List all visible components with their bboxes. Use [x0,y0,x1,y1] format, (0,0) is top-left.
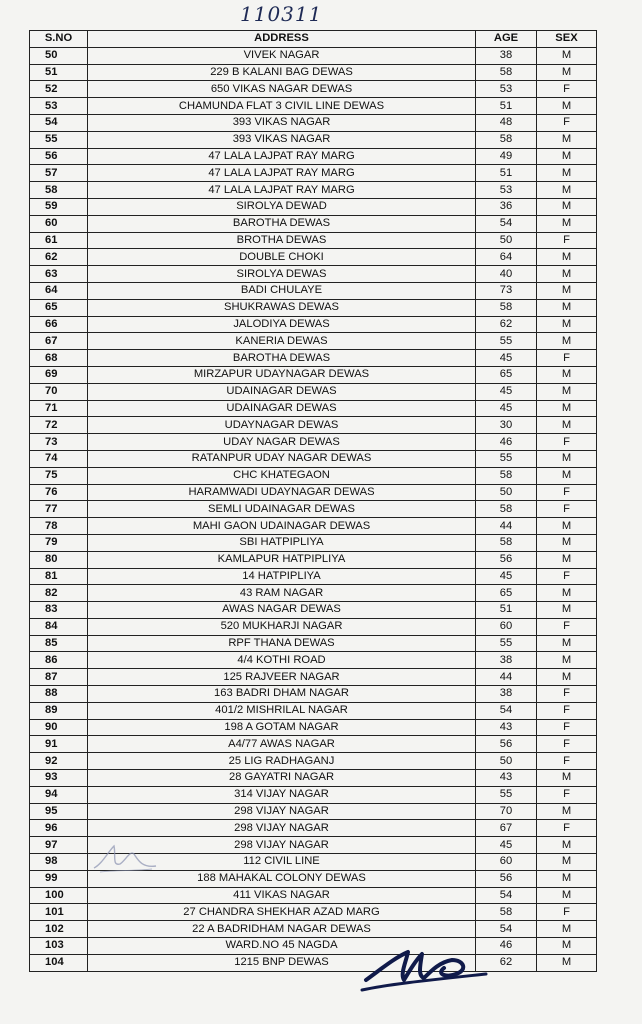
table-row [30,417,597,434]
sex-cell: M [537,803,597,820]
address-cell: 1215 BNP DEWAS [88,954,476,971]
sex-cell: M [537,854,597,871]
table-row [30,182,597,199]
sno-cell: 57 [30,165,88,182]
address-cell: 401/2 MISHRILAL NAGAR [88,702,476,719]
sno-cell: 95 [30,803,88,820]
sex-cell: F [537,753,597,770]
sno-cell: 104 [30,954,88,971]
table-row [30,669,597,686]
sex-cell: M [537,669,597,686]
age-cell: 62 [476,954,537,971]
sno-cell: 72 [30,417,88,434]
sex-cell: M [537,249,597,266]
sno-cell: 82 [30,585,88,602]
sex-cell: M [537,921,597,938]
table-row [30,719,597,736]
sno-cell: 80 [30,551,88,568]
sno-header: S.NO [30,31,88,48]
sno-cell: 58 [30,182,88,199]
sno-cell: 92 [30,753,88,770]
address-cell: 47 LALA LAJPAT RAY MARG [88,182,476,199]
sex-cell: M [537,131,597,148]
address-cell: WARD.NO 45 NAGDA [88,938,476,955]
table-row [30,887,597,904]
age-cell: 55 [476,786,537,803]
table-row [30,232,597,249]
table-row [30,635,597,652]
table-body [30,47,597,971]
table-row [30,501,597,518]
sex-cell: M [537,299,597,316]
address-cell: A4/77 AWAS NAGAR [88,736,476,753]
address-cell: 25 LIG RADHAGANJ [88,753,476,770]
sex-cell: F [537,618,597,635]
sex-cell: M [537,467,597,484]
address-cell: BROTHA DEWAS [88,232,476,249]
table-row [30,484,597,501]
sno-cell: 55 [30,131,88,148]
sno-cell: 64 [30,282,88,299]
sex-cell: F [537,114,597,131]
sno-cell: 77 [30,501,88,518]
sno-cell: 88 [30,686,88,703]
age-cell: 58 [476,904,537,921]
sno-cell: 96 [30,820,88,837]
sno-cell: 94 [30,786,88,803]
table-row [30,938,597,955]
sno-cell: 85 [30,635,88,652]
sex-cell: F [537,786,597,803]
address-cell: BAROTHA DEWAS [88,350,476,367]
sex-cell: M [537,266,597,283]
table-row [30,400,597,417]
address-cell: BADI CHULAYE [88,282,476,299]
sex-cell: M [537,954,597,971]
address-cell: 22 A BADRIDHAM NAGAR DEWAS [88,921,476,938]
table-row [30,803,597,820]
age-cell: 51 [476,98,537,115]
age-cell: 51 [476,165,537,182]
sex-cell: M [537,887,597,904]
address-cell: 43 RAM NAGAR [88,585,476,602]
table-row [30,518,597,535]
table-row [30,534,597,551]
address-cell: 14 HATPIPLIYA [88,568,476,585]
sex-cell: M [537,417,597,434]
sno-cell: 87 [30,669,88,686]
sno-cell: 66 [30,316,88,333]
address-cell: 298 VIJAY NAGAR [88,837,476,854]
age-cell: 60 [476,854,537,871]
sex-cell: F [537,350,597,367]
table-row [30,215,597,232]
sno-cell: 89 [30,702,88,719]
age-cell: 43 [476,719,537,736]
sno-cell: 52 [30,81,88,98]
age-cell: 46 [476,434,537,451]
table-row [30,64,597,81]
sex-cell: M [537,366,597,383]
age-cell: 54 [476,921,537,938]
address-cell: 198 A GOTAM NAGAR [88,719,476,736]
sno-cell: 50 [30,47,88,64]
age-cell: 65 [476,366,537,383]
table-row [30,434,597,451]
age-cell: 50 [476,232,537,249]
table-row [30,770,597,787]
table-row [30,148,597,165]
sex-cell: M [537,47,597,64]
sno-cell: 100 [30,887,88,904]
sex-cell: F [537,736,597,753]
age-cell: 30 [476,417,537,434]
age-cell: 44 [476,518,537,535]
sex-cell: M [537,148,597,165]
sex-cell: F [537,484,597,501]
address-cell: 298 VIJAY NAGAR [88,820,476,837]
age-cell: 58 [476,467,537,484]
sex-cell: M [537,551,597,568]
table-row [30,165,597,182]
sno-cell: 99 [30,870,88,887]
table-row [30,736,597,753]
table-row [30,383,597,400]
address-cell: 520 MUKHARJI NAGAR [88,618,476,635]
sex-cell: F [537,686,597,703]
address-cell: UDAINAGAR DEWAS [88,400,476,417]
address-header: ADDRESS [88,31,476,48]
sex-cell: M [537,182,597,199]
sno-cell: 93 [30,770,88,787]
address-cell: JALODIYA DEWAS [88,316,476,333]
sex-cell: M [537,316,597,333]
sex-cell: M [537,870,597,887]
table-row [30,266,597,283]
sno-cell: 63 [30,266,88,283]
sex-header: SEX [537,31,597,48]
table-row [30,316,597,333]
table-row [30,585,597,602]
address-cell: 393 VIKAS NAGAR [88,131,476,148]
address-cell: SEMLI UDAINAGAR DEWAS [88,501,476,518]
address-cell: RPF THANA DEWAS [88,635,476,652]
sex-cell: F [537,501,597,518]
address-cell: 314 VIJAY NAGAR [88,786,476,803]
sex-cell: M [537,400,597,417]
table-row [30,299,597,316]
sno-cell: 51 [30,64,88,81]
sex-cell: M [537,518,597,535]
address-cell: 229 B KALANI BAG DEWAS [88,64,476,81]
handwritten-initials-mark [90,838,160,878]
age-cell: 67 [476,820,537,837]
table-row [30,98,597,115]
sex-cell: M [537,652,597,669]
address-cell: 411 VIKAS NAGAR [88,887,476,904]
address-cell: 4/4 KOTHI ROAD [88,652,476,669]
address-cell: 125 RAJVEER NAGAR [88,669,476,686]
age-header: AGE [476,31,537,48]
table-header-row [30,31,597,48]
address-cell: 650 VIKAS NAGAR DEWAS [88,81,476,98]
sno-cell: 86 [30,652,88,669]
age-cell: 51 [476,602,537,619]
age-cell: 46 [476,938,537,955]
sno-cell: 60 [30,215,88,232]
table-row [30,753,597,770]
patient-address-table [29,30,597,972]
age-cell: 50 [476,753,537,770]
sex-cell: M [537,64,597,81]
sex-cell: F [537,904,597,921]
sno-cell: 97 [30,837,88,854]
address-cell: SIROLYA DEWAS [88,266,476,283]
address-cell: VIVEK NAGAR [88,47,476,64]
age-cell: 58 [476,299,537,316]
age-cell: 45 [476,837,537,854]
sno-cell: 83 [30,602,88,619]
age-cell: 38 [476,652,537,669]
age-cell: 54 [476,887,537,904]
table-row [30,366,597,383]
age-cell: 44 [476,669,537,686]
sno-cell: 81 [30,568,88,585]
age-cell: 55 [476,333,537,350]
address-cell: 188 MAHAKAL COLONY DEWAS [88,870,476,887]
sno-cell: 54 [30,114,88,131]
address-cell: SHUKRAWAS DEWAS [88,299,476,316]
address-cell: HARAMWADI UDAYNAGAR DEWAS [88,484,476,501]
sno-cell: 61 [30,232,88,249]
address-cell: BAROTHA DEWAS [88,215,476,232]
sno-cell: 103 [30,938,88,955]
table-row [30,249,597,266]
address-cell: SIROLYA DEWAD [88,198,476,215]
table-row [30,131,597,148]
address-cell: RATANPUR UDAY NAGAR DEWAS [88,450,476,467]
sex-cell: F [537,820,597,837]
age-cell: 58 [476,534,537,551]
table-row [30,786,597,803]
sex-cell: M [537,198,597,215]
sno-cell: 98 [30,854,88,871]
age-cell: 49 [476,148,537,165]
address-cell: SBI HATPIPLIYA [88,534,476,551]
age-cell: 53 [476,81,537,98]
address-cell: CHC KHATEGAON [88,467,476,484]
handwritten-page-number: 110311 [240,2,323,26]
age-cell: 45 [476,350,537,367]
table-row [30,350,597,367]
age-cell: 70 [476,803,537,820]
age-cell: 48 [476,114,537,131]
sno-cell: 90 [30,719,88,736]
sex-cell: M [537,635,597,652]
table-row [30,198,597,215]
age-cell: 58 [476,501,537,518]
address-cell: MIRZAPUR UDAYNAGAR DEWAS [88,366,476,383]
address-cell: 27 CHANDRA SHEKHAR AZAD MARG [88,904,476,921]
address-cell: KAMLAPUR HATPIPLIYA [88,551,476,568]
table-row [30,333,597,350]
address-cell: 298 VIJAY NAGAR [88,803,476,820]
table-row [30,618,597,635]
age-cell: 58 [476,64,537,81]
sno-cell: 65 [30,299,88,316]
sex-cell: F [537,568,597,585]
address-cell: MAHI GAON UDAINAGAR DEWAS [88,518,476,535]
address-cell: AWAS NAGAR DEWAS [88,602,476,619]
sno-cell: 75 [30,467,88,484]
table-row [30,551,597,568]
sno-cell: 101 [30,904,88,921]
signature [360,940,490,1000]
age-cell: 54 [476,215,537,232]
age-cell: 38 [476,686,537,703]
age-cell: 38 [476,47,537,64]
age-cell: 45 [476,400,537,417]
table-row [30,114,597,131]
table-row [30,904,597,921]
age-cell: 54 [476,702,537,719]
sno-cell: 102 [30,921,88,938]
sex-cell: F [537,81,597,98]
address-cell: DOUBLE CHOKI [88,249,476,266]
sno-cell: 53 [30,98,88,115]
table-row [30,282,597,299]
sno-cell: 79 [30,534,88,551]
sno-cell: 76 [30,484,88,501]
age-cell: 43 [476,770,537,787]
table-row [30,820,597,837]
sno-cell: 84 [30,618,88,635]
sno-cell: 68 [30,350,88,367]
age-cell: 53 [476,182,537,199]
age-cell: 40 [476,266,537,283]
sex-cell: F [537,702,597,719]
age-cell: 55 [476,635,537,652]
address-cell: 112 CIVIL LINE [88,854,476,871]
sex-cell: M [537,585,597,602]
sno-cell: 78 [30,518,88,535]
sex-cell: M [537,837,597,854]
age-cell: 45 [476,383,537,400]
sno-cell: 73 [30,434,88,451]
sno-cell: 67 [30,333,88,350]
address-cell: 28 GAYATRI NAGAR [88,770,476,787]
address-cell: 47 LALA LAJPAT RAY MARG [88,165,476,182]
table-row [30,450,597,467]
age-cell: 55 [476,450,537,467]
age-cell: 64 [476,249,537,266]
sex-cell: M [537,534,597,551]
age-cell: 56 [476,870,537,887]
table-row [30,467,597,484]
sex-cell: M [537,770,597,787]
table-row [30,686,597,703]
sex-cell: M [537,98,597,115]
table-row [30,47,597,64]
sex-cell: M [537,383,597,400]
sno-cell: 74 [30,450,88,467]
sno-cell: 56 [30,148,88,165]
age-cell: 36 [476,198,537,215]
sex-cell: M [537,450,597,467]
sex-cell: M [537,602,597,619]
age-cell: 45 [476,568,537,585]
sex-cell: M [537,282,597,299]
sex-cell: F [537,232,597,249]
age-cell: 73 [476,282,537,299]
sex-cell: M [537,333,597,350]
age-cell: 56 [476,736,537,753]
address-cell: UDAY NAGAR DEWAS [88,434,476,451]
sex-cell: F [537,719,597,736]
age-cell: 60 [476,618,537,635]
address-cell: UDAINAGAR DEWAS [88,383,476,400]
sno-cell: 70 [30,383,88,400]
table-row [30,921,597,938]
sno-cell: 59 [30,198,88,215]
age-cell: 65 [476,585,537,602]
address-cell: 393 VIKAS NAGAR [88,114,476,131]
address-cell: UDAYNAGAR DEWAS [88,417,476,434]
address-cell: CHAMUNDA FLAT 3 CIVIL LINE DEWAS [88,98,476,115]
sno-cell: 69 [30,366,88,383]
age-cell: 58 [476,131,537,148]
age-cell: 62 [476,316,537,333]
address-cell: KANERIA DEWAS [88,333,476,350]
table-row [30,702,597,719]
table-row [30,602,597,619]
table-row [30,954,597,971]
sno-cell: 62 [30,249,88,266]
sno-cell: 91 [30,736,88,753]
address-cell: 163 BADRI DHAM NAGAR [88,686,476,703]
sex-cell: M [537,938,597,955]
table-row [30,568,597,585]
age-cell: 50 [476,484,537,501]
sno-cell: 71 [30,400,88,417]
sex-cell: M [537,165,597,182]
sex-cell: F [537,434,597,451]
age-cell: 56 [476,551,537,568]
table-row [30,652,597,669]
address-cell: 47 LALA LAJPAT RAY MARG [88,148,476,165]
sex-cell: M [537,215,597,232]
table-row [30,81,597,98]
